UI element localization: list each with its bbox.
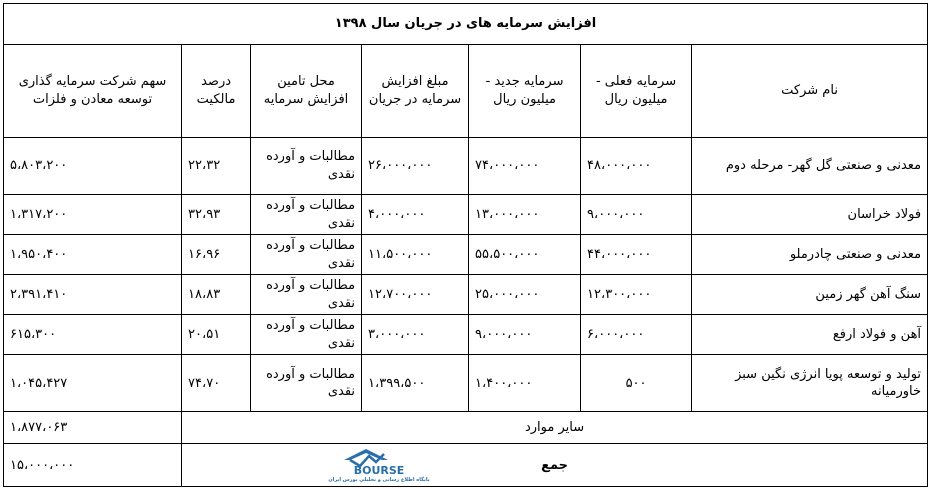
cell-increase: ۳،۰۰۰،۰۰۰ <box>362 315 469 355</box>
logo-tagline: پایگاه اطلاع رسانی و تحلیلی بورس ایران <box>328 477 430 484</box>
other-row <box>4 412 928 444</box>
cell-source: مطالبات و آورده نقدی <box>251 275 362 315</box>
table-row <box>4 195 928 235</box>
cell-source: مطالبات و آورده نقدی <box>251 195 362 235</box>
cell-company: فولاد خراسان <box>692 195 928 235</box>
cell-current: ۹،۰۰۰،۰۰۰ <box>581 195 692 235</box>
table-row <box>4 235 928 275</box>
cell-current: ۴۸،۰۰۰،۰۰۰ <box>581 138 692 195</box>
cell-new: ۱۳،۰۰۰،۰۰۰ <box>469 195 581 235</box>
total-cell <box>182 444 928 487</box>
header-ownership-percent: درصد مالکیت <box>182 45 251 138</box>
cell-share: ۲،۳۹۱،۴۱۰ <box>4 275 182 315</box>
cell-new: ۲۵،۰۰۰،۰۰۰ <box>469 275 581 315</box>
cell-increase: ۴،۰۰۰،۰۰۰ <box>362 195 469 235</box>
cell-increase: ۲۶،۰۰۰،۰۰۰ <box>362 138 469 195</box>
cell-current: ۴۴،۰۰۰،۰۰۰ <box>581 235 692 275</box>
cell-increase: ۱۱،۵۰۰،۰۰۰ <box>362 235 469 275</box>
header-funding-source: محل تامین افزایش سرمایه <box>251 45 362 138</box>
header-current-capital: سرمایه فعلی - میلیون ریال <box>581 45 692 138</box>
cell-new: ۷۴،۰۰۰،۰۰۰ <box>469 138 581 195</box>
total-row <box>4 444 928 487</box>
cell-share: ۱،۳۱۷،۲۰۰ <box>4 195 182 235</box>
header-company: نام شرکت <box>692 45 928 138</box>
capital-increase-table <box>3 3 928 487</box>
cell-source: مطالبات و آورده نقدی <box>251 138 362 195</box>
cell-percent: ۱۸،۸۳ <box>182 275 251 315</box>
cell-increase: ۱۲،۷۰۰،۰۰۰ <box>362 275 469 315</box>
bourse-logo <box>314 447 444 483</box>
cell-percent: ۲۲،۳۲ <box>182 138 251 195</box>
cell-company: معدنی و صنعتی چادرملو <box>692 235 928 275</box>
header-increase-amount: مبلغ افزایش سرمایه در جریان <box>362 45 469 138</box>
header-new-capital: سرمایه جدید - میلیون ریال <box>469 45 581 138</box>
total-label: جمع <box>541 457 569 473</box>
cell-current: ۶،۰۰۰،۰۰۰ <box>581 315 692 355</box>
header-row <box>4 45 928 138</box>
table-row <box>4 138 928 195</box>
cell-share: ۶۱۵،۳۰۰ <box>4 315 182 355</box>
cell-company: آهن و فولاد ارفع <box>692 315 928 355</box>
cell-percent: ۲۰،۵۱ <box>182 315 251 355</box>
cell-company: معدنی و صنعتی گل گهر- مرحله دوم <box>692 138 928 195</box>
cell-new: ۹،۰۰۰،۰۰۰ <box>469 315 581 355</box>
cell-new: ۱،۴۰۰،۰۰۰ <box>469 355 581 412</box>
cell-source: مطالبات و آورده نقدی <box>251 235 362 275</box>
logo-brand: BOURSE <box>353 464 405 478</box>
cell-source: مطالبات و آورده نقدی <box>251 355 362 412</box>
cell-company: سنگ آهن گهر زمین <box>692 275 928 315</box>
header-investor-share: سهم شرکت سرمایه گذاری توسعه معادن و فلزات <box>4 45 182 138</box>
table-row <box>4 355 928 412</box>
cell-percent: ۷۴،۷۰ <box>182 355 251 412</box>
cell-percent: ۱۶،۹۶ <box>182 235 251 275</box>
cell-current: ۱۲،۳۰۰،۰۰۰ <box>581 275 692 315</box>
table-row <box>4 315 928 355</box>
cell-share: ۱،۹۵۰،۴۰۰ <box>4 235 182 275</box>
other-value: ۱،۸۷۷،۰۶۳ <box>4 412 182 444</box>
cell-increase: ۱،۳۹۹،۵۰۰ <box>362 355 469 412</box>
bourse-logo-icon <box>314 447 444 483</box>
total-value: ۱۵،۰۰۰،۰۰۰ <box>4 444 182 487</box>
cell-percent: ۳۲،۹۳ <box>182 195 251 235</box>
cell-company: تولید و توسعه پویا انرژی نگین سبز خاورمیانه <box>692 355 928 412</box>
cell-current: ۵۰۰ <box>581 355 692 412</box>
cell-source: مطالبات و آورده نقدی <box>251 315 362 355</box>
table-title: افزایش سرمایه های در جریان سال ۱۳۹۸ <box>4 4 928 45</box>
table-row <box>4 275 928 315</box>
cell-new: ۵۵،۵۰۰،۰۰۰ <box>469 235 581 275</box>
cell-share: ۵،۸۰۳،۲۰۰ <box>4 138 182 195</box>
cell-share: ۱،۰۴۵،۴۲۷ <box>4 355 182 412</box>
other-label: سایر موارد <box>182 412 928 444</box>
